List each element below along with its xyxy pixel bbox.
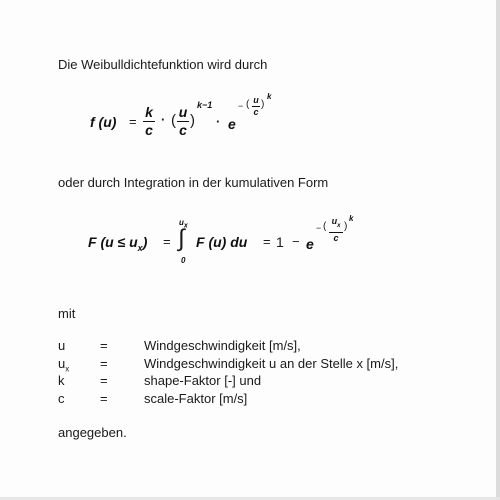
definition-symbol xyxy=(58,356,100,374)
exponent-k: k xyxy=(267,92,272,101)
definition-row xyxy=(58,338,398,356)
definitions-list xyxy=(58,338,398,408)
closing-text: angegeben. xyxy=(58,425,127,440)
definition-row xyxy=(58,356,398,374)
formula1-open-paren: ( xyxy=(171,112,176,129)
exponent-k: k xyxy=(349,214,354,223)
definition-row xyxy=(58,373,398,391)
upper-limit-u: u xyxy=(179,218,184,227)
euler-e: e xyxy=(228,116,236,132)
definition-text: shape-Faktor [-] und xyxy=(144,373,262,389)
formula2-rhs-equals: = xyxy=(263,234,271,249)
definition-equals: = xyxy=(100,390,108,406)
integration-text: oder durch Integration in der kumulativen Form xyxy=(58,175,329,190)
exponent-u-sub: x xyxy=(337,222,341,229)
integrand: F (u) du xyxy=(196,234,248,250)
symbol-sub: x xyxy=(65,364,70,374)
definition-symbol xyxy=(58,373,100,391)
exponent-minus: − xyxy=(316,223,322,233)
formula1-exponent: k−1 xyxy=(197,100,213,110)
exponent-fraction-ux-over-c xyxy=(329,217,343,243)
fraction-numerator xyxy=(329,217,343,231)
intro-text: Die Weibulldichtefunktion wird durch xyxy=(58,57,268,72)
fraction-denominator: c xyxy=(179,122,187,138)
integral-sign: ∫ xyxy=(178,225,185,252)
definition-row xyxy=(58,391,398,409)
multiply-dot: · xyxy=(161,112,166,127)
fraction-numerator: u xyxy=(253,95,259,105)
formula1-lhs: f (u) xyxy=(90,114,117,130)
definition-symbol xyxy=(58,391,100,409)
fraction-denominator: c xyxy=(253,107,259,117)
fraction-u-over-c xyxy=(177,105,189,138)
exponent-close-paren: ) xyxy=(261,99,265,110)
scan-edge-right xyxy=(496,0,500,500)
definition-text: scale-Faktor [m/s] xyxy=(144,390,248,406)
exponent-fraction-u-over-c xyxy=(252,96,260,117)
fraction-numerator: k xyxy=(145,104,153,120)
formula1-close-paren: ) xyxy=(190,112,195,129)
definition-text: Windgeschwindigkeit [m/s], xyxy=(144,338,301,353)
definition-equals: = xyxy=(100,338,108,353)
definition-equals: = xyxy=(100,373,108,389)
symbol: k xyxy=(58,373,65,389)
exponent-open-paren: ( xyxy=(323,221,327,232)
formula2-one: 1 xyxy=(276,234,284,250)
formula1-equals: = xyxy=(129,114,137,129)
exponent-open-paren: ( xyxy=(246,99,250,110)
upper-limit-sub: x xyxy=(183,222,188,230)
formula2-equals: = xyxy=(163,234,171,249)
exponent-close-paren: ) xyxy=(344,221,348,232)
integral-lower-limit: 0 xyxy=(181,256,186,265)
multiply-dot: · xyxy=(216,114,221,129)
fraction-k-over-c xyxy=(143,105,155,138)
formula2-minus: − xyxy=(292,234,300,249)
symbol: u xyxy=(58,338,66,353)
formula2-lhs-close: ) xyxy=(142,234,148,250)
symbol: c xyxy=(58,390,65,406)
mit-text: mit xyxy=(58,306,76,321)
definition-symbol xyxy=(58,338,100,356)
formula2-lhs-main: F (u ≤ u xyxy=(88,234,138,250)
formula2-lhs-sub: x xyxy=(137,242,143,253)
euler-e: e xyxy=(306,236,314,252)
fraction-denominator: c xyxy=(333,232,339,243)
exponent-minus: − xyxy=(238,101,244,111)
exponent-u: u xyxy=(331,216,338,226)
fraction-numerator: u xyxy=(178,104,188,120)
symbol: u xyxy=(58,355,66,371)
definition-text: Windgeschwindigkeit u an der Stelle x [m/s], xyxy=(144,355,399,371)
definition-equals: = xyxy=(100,355,108,371)
fraction-denominator: c xyxy=(145,122,153,138)
formula2-lhs xyxy=(88,234,147,253)
